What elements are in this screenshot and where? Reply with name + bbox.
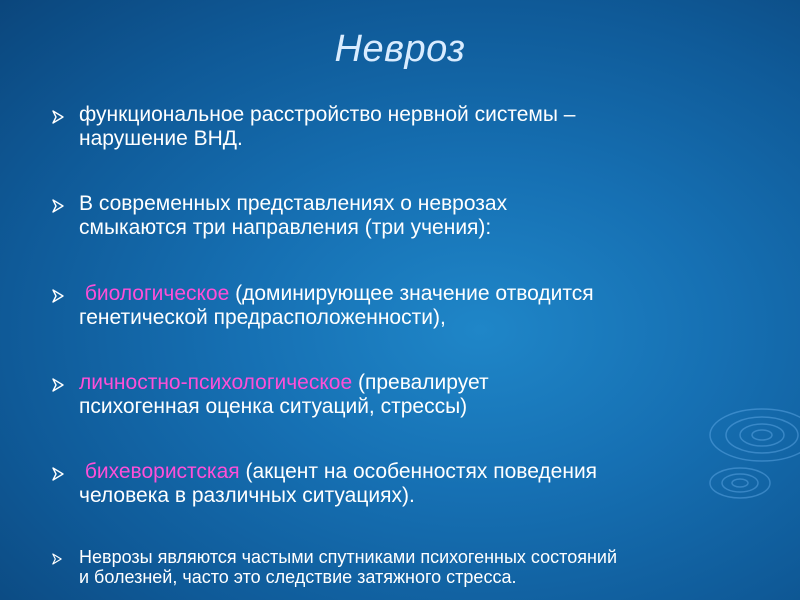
bullet-line xyxy=(79,371,749,395)
bullet-line: нарушение ВНД. xyxy=(79,127,243,150)
term-biological: биологическое xyxy=(84,282,230,305)
bullet-text xyxy=(79,371,749,419)
bullet-rest: (акцент на особенностях поведения xyxy=(239,460,598,483)
bullet-line: функциональное расстройство нервной системы – xyxy=(79,103,576,126)
bullet-line: смыкаются три направления (три учения): xyxy=(79,216,492,239)
bullet-rest: (превалирует xyxy=(352,371,489,394)
arrow-bullet-icon xyxy=(52,553,62,565)
bullet-text xyxy=(79,282,749,330)
term-personal-psychological: личностно-психологическое xyxy=(79,371,353,394)
bullet-line: генетической предрасположенности), xyxy=(79,306,446,329)
arrow-bullet-icon xyxy=(52,289,64,303)
bullet-text xyxy=(79,460,749,508)
term-behaviorist: бихевористская xyxy=(84,460,240,483)
bullet-text xyxy=(79,192,749,240)
bullet-rest: (доминирующее значение отводится xyxy=(229,282,594,305)
bullet-text xyxy=(79,547,749,587)
bullet-line: психогенная оценка ситуаций, стрессы) xyxy=(79,395,468,418)
arrow-bullet-icon xyxy=(52,110,64,124)
bullet-text xyxy=(79,103,749,151)
arrow-bullet-icon xyxy=(52,378,64,392)
bullet-line: и болезней, часто это следствие затяжного стресса. xyxy=(79,567,517,587)
arrow-bullet-icon xyxy=(52,467,64,481)
bullet-line: Неврозы являются частыми спутниками психогенных состояний xyxy=(79,547,617,567)
bullet-line: человека в различных ситуациях). xyxy=(79,484,415,507)
bullet-line xyxy=(79,282,749,306)
bullet-line: В современных представлениях о неврозах xyxy=(79,192,508,215)
slide-title: Невроз xyxy=(334,28,466,70)
arrow-bullet-icon xyxy=(52,199,64,213)
bullet-line xyxy=(79,460,749,484)
